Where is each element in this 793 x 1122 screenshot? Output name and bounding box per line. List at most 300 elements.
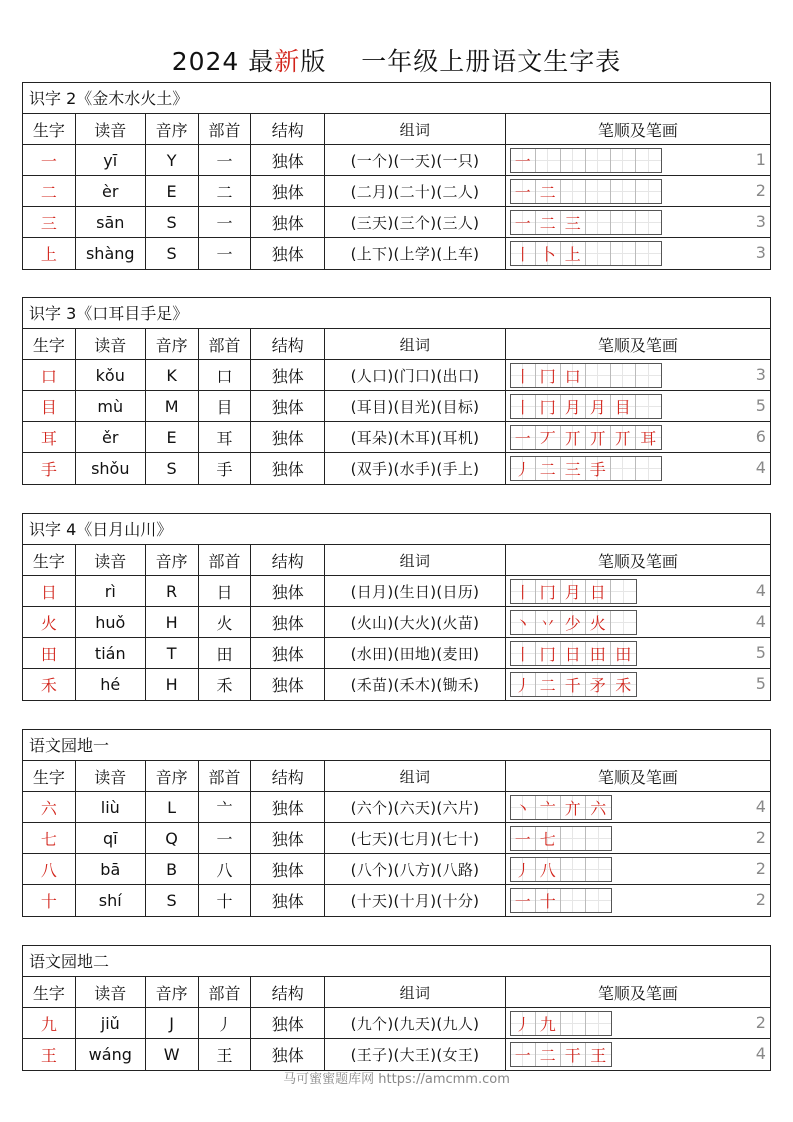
- radical-cell: 丿: [199, 1008, 252, 1038]
- letter-cell: H: [146, 607, 199, 637]
- stroke-box: 一: [511, 1043, 536, 1066]
- structure-cell: 独体: [251, 854, 325, 884]
- stroke-box: 丆: [536, 426, 561, 449]
- stroke-box: 丿: [511, 1012, 536, 1035]
- structure-cell: 独体: [251, 669, 325, 700]
- letter-cell: L: [146, 792, 199, 822]
- words-cell: (上下)(上学)(上车): [325, 238, 506, 269]
- structure-cell: 独体: [251, 422, 325, 452]
- stroke-box: [586, 364, 611, 387]
- char-cell: 手: [23, 453, 76, 484]
- table-row: [23, 238, 770, 269]
- stroke-count: 2: [755, 181, 766, 200]
- radical-cell: 目: [199, 391, 252, 421]
- stroke-count: 6: [755, 427, 766, 446]
- stroke-count: 4: [755, 1044, 766, 1063]
- stroke-box: 二: [536, 673, 561, 696]
- table-row: [23, 607, 770, 638]
- stroke-order-cell: [506, 207, 770, 237]
- letter-cell: S: [146, 885, 199, 916]
- radical-cell: 一: [199, 207, 252, 237]
- stroke-box: 亣: [561, 796, 586, 819]
- column-header: 结构: [251, 545, 325, 575]
- stroke-order-cell: [506, 854, 770, 884]
- stroke-box: 千: [561, 673, 586, 696]
- words-cell: (八个)(八方)(八路): [325, 854, 506, 884]
- structure-cell: 独体: [251, 391, 325, 421]
- structure-cell: 独体: [251, 1008, 325, 1038]
- pinyin-cell: hé: [76, 669, 146, 700]
- stroke-box: 冂: [536, 364, 561, 387]
- structure-cell: 独体: [251, 638, 325, 668]
- stroke-count: 2: [755, 859, 766, 878]
- stroke-order-cell: [506, 238, 770, 269]
- stroke-box: 田: [611, 642, 636, 665]
- table-header-row: [23, 114, 770, 145]
- column-header: 部首: [199, 329, 252, 359]
- char-cell: 十: [23, 885, 76, 916]
- table-row: [23, 638, 770, 669]
- letter-cell: T: [146, 638, 199, 668]
- stroke-box: 冂: [536, 642, 561, 665]
- column-header: 部首: [199, 114, 252, 144]
- letter-cell: S: [146, 238, 199, 269]
- letter-cell: B: [146, 854, 199, 884]
- stroke-grid: [510, 456, 662, 481]
- stroke-count: 2: [755, 890, 766, 909]
- stroke-box: 一: [511, 827, 536, 850]
- column-header: 部首: [199, 545, 252, 575]
- column-header: 笔顺及笔画: [597, 767, 678, 787]
- stroke-box: [561, 1012, 586, 1035]
- column-header: 笔顺及笔画: [597, 551, 678, 571]
- column-header: 读音: [76, 761, 146, 791]
- lesson-section: [22, 729, 771, 917]
- stroke-box: 丌: [611, 426, 636, 449]
- radical-cell: 一: [199, 238, 252, 269]
- column-header: 结构: [251, 761, 325, 791]
- stroke-box: [611, 211, 636, 234]
- column-header: 结构: [251, 114, 325, 144]
- radical-cell: 日: [199, 576, 252, 606]
- stroke-box: 十: [536, 889, 561, 912]
- column-header: 组词: [325, 329, 506, 359]
- stroke-count: 3: [755, 365, 766, 384]
- stroke-order-cell: [506, 422, 770, 452]
- column-header: 结构: [251, 329, 325, 359]
- stroke-box: 火: [586, 611, 611, 634]
- radical-cell: 王: [199, 1039, 252, 1070]
- stroke-box: 九: [536, 1012, 561, 1035]
- char-cell: 九: [23, 1008, 76, 1038]
- words-cell: (九个)(九天)(九人): [325, 1008, 506, 1038]
- stroke-box: [611, 180, 636, 203]
- stroke-box: [586, 211, 611, 234]
- words-cell: (六个)(六天)(六片): [325, 792, 506, 822]
- char-cell: 耳: [23, 422, 76, 452]
- stroke-order-cell: [506, 145, 770, 175]
- words-cell: (一个)(一天)(一只): [325, 145, 506, 175]
- stroke-box: [536, 149, 561, 172]
- stroke-box: 一: [511, 426, 536, 449]
- stroke-box: 丨: [511, 364, 536, 387]
- stroke-box: 二: [536, 457, 561, 480]
- stroke-box: [561, 889, 586, 912]
- column-header: 生字: [23, 114, 76, 144]
- char-cell: 七: [23, 823, 76, 853]
- stroke-box: 七: [536, 827, 561, 850]
- stroke-order-cell: [506, 638, 770, 668]
- radical-cell: 禾: [199, 669, 252, 700]
- pinyin-cell: yī: [76, 145, 146, 175]
- stroke-order-cell: [506, 391, 770, 421]
- char-cell: 口: [23, 360, 76, 390]
- stroke-count: 3: [755, 212, 766, 231]
- stroke-box: 日: [561, 642, 586, 665]
- pinyin-cell: jiǔ: [76, 1008, 146, 1038]
- column-header: 笔顺及笔画: [597, 120, 678, 140]
- column-header: 笔顺及笔画: [597, 335, 678, 355]
- stroke-box: [586, 1012, 611, 1035]
- stroke-box: [586, 242, 611, 265]
- words-cell: (水田)(田地)(麦田): [325, 638, 506, 668]
- stroke-box: [586, 858, 611, 881]
- stroke-box: 二: [536, 1043, 561, 1066]
- pinyin-cell: shí: [76, 885, 146, 916]
- radical-cell: 十: [199, 885, 252, 916]
- stroke-box: [561, 858, 586, 881]
- lesson-section: [22, 945, 771, 1071]
- radical-cell: 火: [199, 607, 252, 637]
- pinyin-cell: shǒu: [76, 453, 146, 484]
- char-cell: 日: [23, 576, 76, 606]
- stroke-grid: [510, 579, 637, 604]
- column-header: 部首: [199, 977, 252, 1007]
- words-cell: (耳目)(目光)(目标): [325, 391, 506, 421]
- stroke-box: 丨: [511, 642, 536, 665]
- table-row: [23, 176, 770, 207]
- stroke-grid: [510, 1011, 612, 1036]
- stroke-box: [561, 149, 586, 172]
- letter-cell: H: [146, 669, 199, 700]
- words-cell: (日月)(生日)(日历): [325, 576, 506, 606]
- radical-cell: 田: [199, 638, 252, 668]
- stroke-box: 丶: [511, 796, 536, 819]
- letter-cell: S: [146, 453, 199, 484]
- stroke-box: 月: [561, 580, 586, 603]
- column-header: 部首: [199, 761, 252, 791]
- column-header: 生字: [23, 977, 76, 1007]
- stroke-box: [561, 180, 586, 203]
- stroke-grid: [510, 363, 662, 388]
- pinyin-cell: mù: [76, 391, 146, 421]
- char-cell: 田: [23, 638, 76, 668]
- table-row: [23, 854, 770, 885]
- column-header: 组词: [325, 545, 506, 575]
- stroke-count: 5: [755, 674, 766, 693]
- stroke-order-cell: [506, 792, 770, 822]
- stroke-box: 上: [561, 242, 586, 265]
- column-header: 生字: [23, 329, 76, 359]
- radical-cell: 手: [199, 453, 252, 484]
- column-header: 生字: [23, 545, 76, 575]
- stroke-box: 口: [561, 364, 586, 387]
- stroke-order-cell: [506, 669, 770, 700]
- stroke-grid: [510, 857, 612, 882]
- structure-cell: 独体: [251, 1039, 325, 1070]
- stroke-count: 3: [755, 243, 766, 262]
- stroke-grid: [510, 672, 637, 697]
- table-row: [23, 885, 770, 916]
- stroke-box: 丨: [511, 580, 536, 603]
- table-row: [23, 207, 770, 238]
- stroke-grid: [510, 241, 662, 266]
- words-cell: (火山)(大火)(火苗): [325, 607, 506, 637]
- lesson-section: [22, 297, 771, 485]
- words-cell: (耳朵)(木耳)(耳机): [325, 422, 506, 452]
- stroke-order-cell: [506, 576, 770, 606]
- stroke-grid: [510, 641, 637, 666]
- pinyin-cell: sān: [76, 207, 146, 237]
- section-title: 识字 3《口耳目手足》: [23, 298, 770, 329]
- stroke-box: 丌: [561, 426, 586, 449]
- stroke-box: [561, 827, 586, 850]
- stroke-grid: [510, 148, 662, 173]
- stroke-box: [636, 364, 661, 387]
- pinyin-cell: tián: [76, 638, 146, 668]
- stroke-box: 冂: [536, 580, 561, 603]
- radical-cell: 八: [199, 854, 252, 884]
- stroke-order-cell: [506, 823, 770, 853]
- structure-cell: 独体: [251, 576, 325, 606]
- table-row: [23, 823, 770, 854]
- structure-cell: 独体: [251, 885, 325, 916]
- stroke-box: 丷: [536, 611, 561, 634]
- stroke-box: 月: [561, 395, 586, 418]
- letter-cell: Q: [146, 823, 199, 853]
- structure-cell: 独体: [251, 792, 325, 822]
- table-row: [23, 669, 770, 700]
- stroke-box: 丶: [511, 611, 536, 634]
- stroke-box: [611, 364, 636, 387]
- stroke-box: [636, 149, 661, 172]
- stroke-count: 1: [755, 150, 766, 169]
- stroke-box: 月: [586, 395, 611, 418]
- stroke-grid: [510, 795, 612, 820]
- column-header: 组词: [325, 977, 506, 1007]
- structure-cell: 独体: [251, 360, 325, 390]
- stroke-box: 冂: [536, 395, 561, 418]
- structure-cell: 独体: [251, 823, 325, 853]
- stroke-order-cell: [506, 176, 770, 206]
- column-header: 读音: [76, 114, 146, 144]
- words-cell: (二月)(二十)(二人): [325, 176, 506, 206]
- stroke-order-cell: [506, 1008, 770, 1038]
- column-header: 音序: [146, 977, 199, 1007]
- pinyin-cell: huǒ: [76, 607, 146, 637]
- char-cell: 王: [23, 1039, 76, 1070]
- stroke-grid: [510, 394, 662, 419]
- stroke-order-cell: [506, 885, 770, 916]
- page-title: 2024 最新版 一年级上册语文生字表: [171, 47, 622, 76]
- letter-cell: K: [146, 360, 199, 390]
- stroke-box: 二: [536, 211, 561, 234]
- radical-cell: 亠: [199, 792, 252, 822]
- stroke-box: 日: [586, 580, 611, 603]
- stroke-box: 矛: [586, 673, 611, 696]
- char-cell: 二: [23, 176, 76, 206]
- structure-cell: 独体: [251, 176, 325, 206]
- pinyin-cell: shàng: [76, 238, 146, 269]
- stroke-box: 一: [511, 180, 536, 203]
- char-cell: 六: [23, 792, 76, 822]
- stroke-box: 亠: [536, 796, 561, 819]
- stroke-box: [586, 149, 611, 172]
- words-cell: (十天)(十月)(十分): [325, 885, 506, 916]
- section-title: 识字 2《金木水火土》: [23, 83, 770, 114]
- radical-cell: 二: [199, 176, 252, 206]
- stroke-grid: [510, 425, 662, 450]
- stroke-box: 干: [561, 1043, 586, 1066]
- words-cell: (双手)(水手)(手上): [325, 453, 506, 484]
- stroke-box: 目: [611, 395, 636, 418]
- letter-cell: W: [146, 1039, 199, 1070]
- stroke-order-cell: [506, 453, 770, 484]
- words-cell: (七天)(七月)(七十): [325, 823, 506, 853]
- stroke-grid: [510, 826, 612, 851]
- stroke-box: 丌: [586, 426, 611, 449]
- table-row: [23, 792, 770, 823]
- structure-cell: 独体: [251, 207, 325, 237]
- char-cell: 三: [23, 207, 76, 237]
- stroke-order-cell: [506, 1039, 770, 1070]
- column-header: 生字: [23, 761, 76, 791]
- char-cell: 禾: [23, 669, 76, 700]
- radical-cell: 口: [199, 360, 252, 390]
- table-header-row: [23, 545, 770, 576]
- stroke-box: [611, 149, 636, 172]
- stroke-box: [636, 211, 661, 234]
- table-row: [23, 453, 770, 484]
- table-row: [23, 576, 770, 607]
- structure-cell: 独体: [251, 145, 325, 175]
- stroke-box: 三: [561, 457, 586, 480]
- stroke-box: [586, 889, 611, 912]
- stroke-box: 卜: [536, 242, 561, 265]
- stroke-count: 2: [755, 828, 766, 847]
- pinyin-cell: liù: [76, 792, 146, 822]
- lesson-section: [22, 513, 771, 701]
- stroke-order-cell: [506, 607, 770, 637]
- stroke-count: 2: [755, 1013, 766, 1032]
- stroke-box: [636, 180, 661, 203]
- section-title: 语文园地一: [23, 730, 770, 761]
- stroke-box: 手: [586, 457, 611, 480]
- column-header: 音序: [146, 114, 199, 144]
- radical-cell: 一: [199, 823, 252, 853]
- table-row: [23, 391, 770, 422]
- pinyin-cell: ěr: [76, 422, 146, 452]
- column-header: 音序: [146, 545, 199, 575]
- table-header-row: [23, 329, 770, 360]
- stroke-box: [636, 395, 661, 418]
- char-cell: 目: [23, 391, 76, 421]
- stroke-grid: [510, 1042, 612, 1067]
- stroke-box: 田: [586, 642, 611, 665]
- stroke-box: 丨: [511, 395, 536, 418]
- pinyin-cell: rì: [76, 576, 146, 606]
- words-cell: (王子)(大王)(女王): [325, 1039, 506, 1070]
- pinyin-cell: qī: [76, 823, 146, 853]
- words-cell: (禾苗)(禾木)(锄禾): [325, 669, 506, 700]
- table-row: [23, 422, 770, 453]
- pinyin-cell: kǒu: [76, 360, 146, 390]
- stroke-box: 丿: [511, 457, 536, 480]
- stroke-box: [636, 242, 661, 265]
- words-cell: (三天)(三个)(三人): [325, 207, 506, 237]
- stroke-box: 丨: [511, 242, 536, 265]
- stroke-box: [611, 457, 636, 480]
- stroke-grid: [510, 610, 637, 635]
- letter-cell: M: [146, 391, 199, 421]
- column-header: 组词: [325, 114, 506, 144]
- table-header-row: [23, 977, 770, 1008]
- stroke-box: 一: [511, 149, 536, 172]
- pinyin-cell: wáng: [76, 1039, 146, 1070]
- footer: 马可蜜蜜题库网 https://amcmm.com: [283, 1072, 510, 1087]
- letter-cell: E: [146, 176, 199, 206]
- structure-cell: 独体: [251, 238, 325, 269]
- column-header: 组词: [325, 761, 506, 791]
- words-cell: (人口)(门口)(出口): [325, 360, 506, 390]
- radical-cell: 一: [199, 145, 252, 175]
- pinyin-cell: èr: [76, 176, 146, 206]
- stroke-count: 4: [755, 797, 766, 816]
- stroke-box: [611, 580, 636, 603]
- stroke-grid: [510, 888, 612, 913]
- stroke-grid: [510, 210, 662, 235]
- table-header-row: [23, 761, 770, 792]
- column-header: 结构: [251, 977, 325, 1007]
- stroke-box: 禾: [611, 673, 636, 696]
- section-title: 识字 4《日月山川》: [23, 514, 770, 545]
- stroke-count: 5: [755, 643, 766, 662]
- stroke-box: [636, 457, 661, 480]
- section-title: 语文园地二: [23, 946, 770, 977]
- table-row: [23, 360, 770, 391]
- letter-cell: E: [146, 422, 199, 452]
- stroke-box: 八: [536, 858, 561, 881]
- lesson-section: [22, 82, 771, 270]
- stroke-box: 丿: [511, 858, 536, 881]
- stroke-box: [611, 611, 636, 634]
- column-header: 读音: [76, 977, 146, 1007]
- structure-cell: 独体: [251, 607, 325, 637]
- stroke-box: 耳: [636, 426, 661, 449]
- stroke-box: [586, 180, 611, 203]
- stroke-box: 一: [511, 211, 536, 234]
- letter-cell: S: [146, 207, 199, 237]
- stroke-box: 一: [511, 889, 536, 912]
- stroke-box: 六: [586, 796, 611, 819]
- structure-cell: 独体: [251, 453, 325, 484]
- stroke-box: 王: [586, 1043, 611, 1066]
- column-header: 音序: [146, 761, 199, 791]
- column-header: 音序: [146, 329, 199, 359]
- letter-cell: R: [146, 576, 199, 606]
- stroke-box: 二: [536, 180, 561, 203]
- column-header: 读音: [76, 545, 146, 575]
